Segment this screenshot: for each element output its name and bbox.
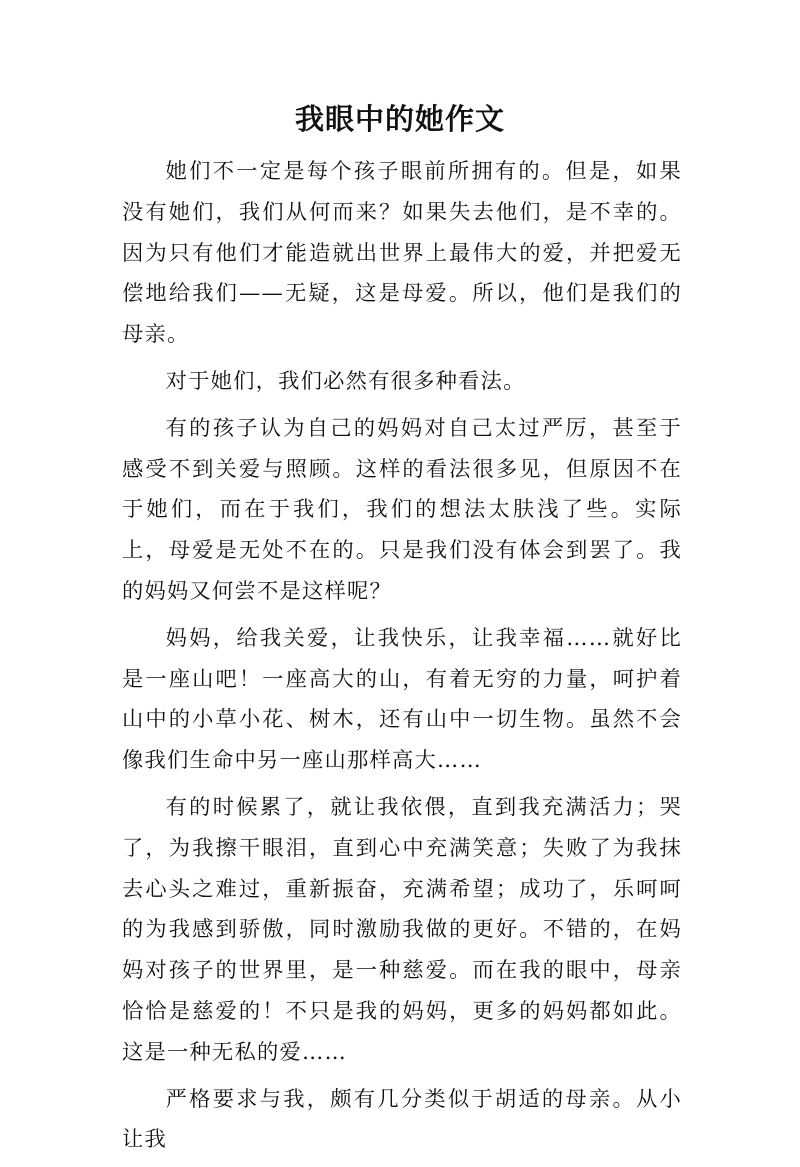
paragraph-4: 妈妈，给我关爱，让我快乐，让我幸福……就好比是一座山吧！一座高大的山，有着无穷的力量，呵护着山中的小草小花、树木，还有山中一切生物。虽然不会像我们生命中另一座山那样高大…… [122, 625, 682, 774]
paragraph-1: 她们不一定是每个孩子眼前所拥有的。但是，如果没有她们，我们从何而来？如果失去他们，是不幸的。因为只有他们才能造就出世界上最伟大的爱，并把爱无偿地给我们——无疑，这是母爱。所以，他们是我们的母亲。 [122, 159, 682, 348]
document-body [122, 152, 682, 1167]
paragraph-6: 严格要求与我，颇有几分类似于胡适的母亲。从小让我 [122, 1086, 682, 1153]
paragraph-5: 有的时候累了，就让我依偎，直到我充满活力；哭了，为我擦干眼泪，直到心中充满笑意；失败了为我抹去心头之难过，重新振奋，充满希望；成功了，乐呵呵的为我感到骄傲，同时激励我做的更好。不错的，在妈妈对孩子的世界里，是一种慈爱。而在我的眼中，母亲恰恰是慈爱的！不只是我的妈妈，更多的妈妈都如此。这是一种无私的爱…… [122, 794, 682, 1065]
document-title: 我眼中的她作文 [294, 102, 505, 136]
paragraph-3: 有的孩子认为自己的妈妈对自己太过严厉，甚至于感受不到关爱与照顾。这样的看法很多见，但原因不在于她们，而在于我们，我们的想法太肤浅了些。实际上，母爱是无处不在的。只是我们没有体会到罢了。我的妈妈又何尝不是这样呢？ [122, 415, 682, 604]
paragraph-2: 对于她们，我们必然有很多种看法。 [165, 368, 526, 394]
